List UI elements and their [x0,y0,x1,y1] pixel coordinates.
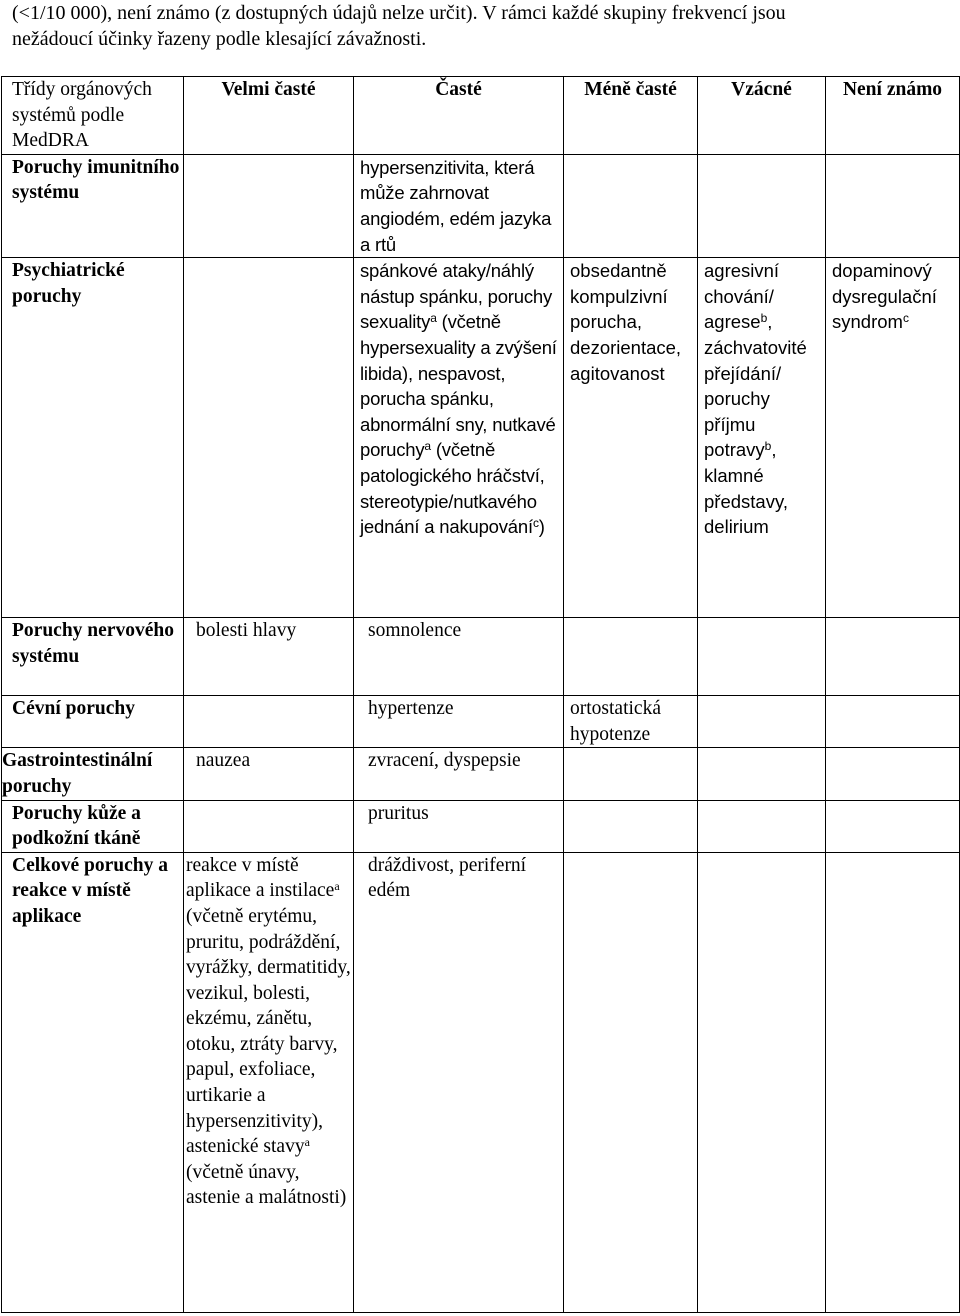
intro-line-1: (<1/10 000), není známo (z dostupných údajů nelze určit). V rámci každé skupiny frekvencí jsou [12,2,786,24]
soc-psychiatric: Psychiatrické poruchy [2,258,184,618]
header-unknown: Není známo [826,77,960,155]
soc-skin: Poruchy kůže a podkožní tkáně [2,800,184,852]
header-soc: Třídy orgánových systémů podle MedDRA [2,77,184,155]
intro-text [12,0,952,52]
table-header-row [2,77,960,155]
table-row [2,852,960,1312]
general-common: dráždivost, periferní edém [354,852,564,1312]
gi-very-common: nauzea [184,748,354,800]
nervous-very-common: bolesti hlavy [184,618,354,696]
table-row [2,696,960,748]
nervous-common: somnolence [354,618,564,696]
soc-gi: Gastrointestinální poruchy [2,748,184,800]
psychiatric-uncommon: obsedantně kompulzivní porucha, dezorientace, agitovanost [564,258,698,618]
adverse-reactions-table [1,76,960,1313]
soc-immune: Poruchy imunitního systému [2,154,184,257]
header-very-common: Velmi časté [184,77,354,155]
gi-common: zvracení, dyspepsie [354,748,564,800]
table-row [2,258,960,618]
psychiatric-unknown: dopaminový dysregulační syndrom$^c$ [826,258,960,618]
soc-general: Celkové poruchy a reakce v místě aplikace [2,852,184,1312]
immune-common: hypersenzitivita, která může zahrnovat angiodém, edém jazyka a rtů [354,154,564,257]
general-very-common: reakce v místě aplikace a instilace$^a$ (včetně erytému, pruritu, podráždění, vyrážky, dermatitidy, vezikul, bolesti, ekzému, zánětu, otoku, ztráty barvy, papul, exfoliace, urtikarie a hypersenzitivity), astenické stavy$^a$ (včetně únavy, astenie a malátnosti) [184,852,354,1312]
vascular-uncommon: ortostatická hypotenze [564,696,698,748]
header-rare: Vzácné [698,77,826,155]
skin-common: pruritus [354,800,564,852]
header-uncommon: Méně časté [564,77,698,155]
table-row [2,800,960,852]
soc-nervous: Poruchy nervového systému [2,618,184,696]
intro-line-2: nežádoucí účinky řazeny podle klesající závažnosti. [12,28,427,50]
table-row [2,748,960,800]
soc-vascular: Cévní poruchy [2,696,184,748]
psychiatric-common: spánkové ataky/náhlý nástup spánku, poruchy sexuality$^a$ (včetně hypersexuality a zvýšení libida), nespavost, porucha spánku, abnormální sny, nutkavé poruchy$^a$ (včetně patologického hráčství, stereotypie/nutkavého jednání a nakupování$^c$) [354,258,564,618]
table-row [2,618,960,696]
psychiatric-rare: agresivní chování/ agrese$^b$, záchvatovité přejídání/ poruchy příjmu potravy$^b$, klamné představy, delirium [698,258,826,618]
header-common: Časté [354,77,564,155]
vascular-common: hypertenze [354,696,564,748]
table-row [2,154,960,257]
